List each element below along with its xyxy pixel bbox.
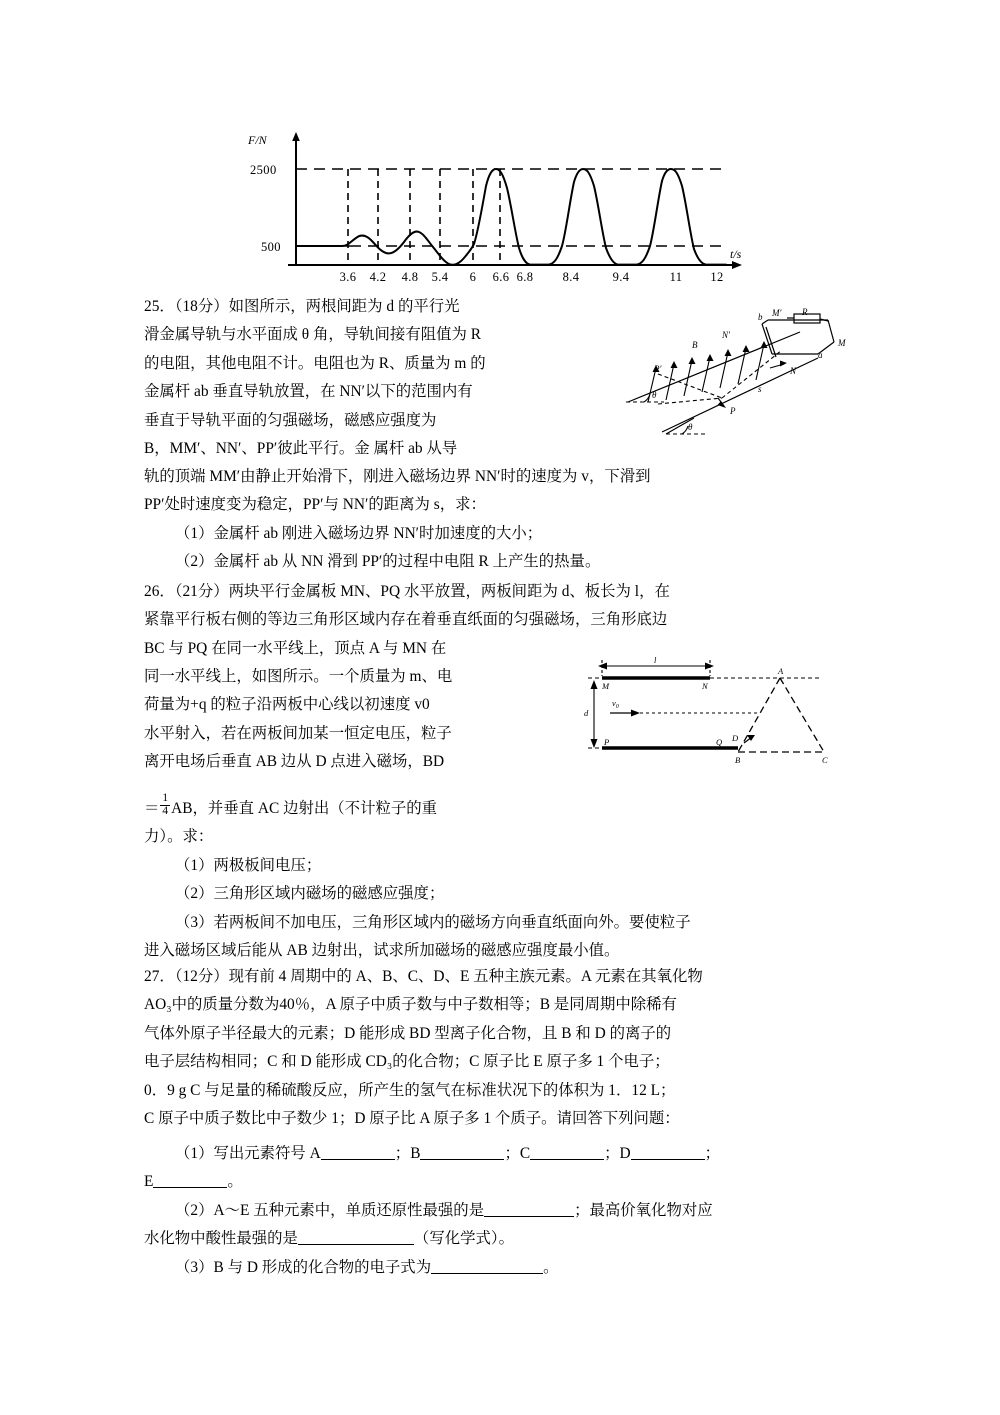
p26-sub-3: （3）若两板间不加电压，三角形区域内的磁场方向垂直纸面向外。要使粒子 xyxy=(175,913,691,931)
p27-line-3: 气体外原子半径最大的元素；D 能形成 BD 型离子化合物，且 B 和 D 的离子的 xyxy=(144,1024,672,1042)
q1-seg-b: ；B xyxy=(394,1145,421,1162)
problem-25-body xyxy=(144,293,614,463)
label-a: a xyxy=(818,350,823,360)
label-plate-p: P xyxy=(604,737,610,747)
label-distance-s: s xyxy=(758,384,762,394)
p26-line-2: 紧靠平行板右侧的等边三角形区域内存在着垂直纸面的匀强磁场，三角形底边 xyxy=(144,611,668,629)
label-point-b: B xyxy=(735,755,741,765)
line-pp-prime xyxy=(658,398,722,404)
label-theta-2: θ xyxy=(688,422,693,432)
p26-line-4: 同一水平线上，如图所示。一个质量为 m、电 xyxy=(144,668,453,685)
label-m: M xyxy=(838,338,846,348)
q1-prefix: （1）写出元素符号 A xyxy=(175,1145,321,1162)
xtick-6-6: 6.6 xyxy=(492,270,510,283)
problem-27-q3 xyxy=(144,1254,904,1282)
problem-27-q2 xyxy=(144,1197,924,1254)
p25-sub-1: （1）金属杆 ab 刚进入磁场边界 NN′时加速度的大小； xyxy=(175,524,543,542)
problem-26-body-mid xyxy=(144,663,574,777)
ytick-2500: 2500 xyxy=(250,163,277,177)
problem-26-fraction-line xyxy=(144,792,604,852)
plates-triangle-svg xyxy=(580,648,870,783)
q1-blank-e[interactable] xyxy=(153,1187,227,1188)
label-theta-1: θ xyxy=(652,390,657,400)
p26-fraction-row xyxy=(144,792,604,823)
velocity-arrow xyxy=(610,710,640,717)
y-axis-arrow xyxy=(292,132,300,141)
p27-line-1: 27．（12分）现有前 4 周期中的 A、B、C、D、E 五种主族元素。A 元素在其氧化物 xyxy=(144,968,703,985)
label-point-d: D xyxy=(732,733,739,743)
label-field-b: B xyxy=(692,340,698,350)
chart-curve xyxy=(296,169,726,265)
p26-line-3: BC 与 PQ 在同一水平线上，顶点 A 与 MN 在 xyxy=(144,639,447,657)
p25-line-2: 滑金属导轨与水平面成 θ 角，导轨间接有阻值为 R xyxy=(144,326,481,344)
label-mm-prime: M′ xyxy=(772,308,782,318)
q2-blank-2[interactable] xyxy=(298,1244,414,1245)
x-axis-arrow xyxy=(732,261,742,269)
label-b-corner: b xyxy=(758,312,763,322)
label-plate-q: Q xyxy=(716,737,723,747)
fraction-prefix: ＝ xyxy=(144,800,160,817)
figure-plates-triangle xyxy=(580,648,870,783)
xtick-12: 12 xyxy=(710,270,724,283)
p26-sub-2: （2）三角形区域内磁场的磁感应强度； xyxy=(175,885,445,903)
q1-line2-end: 。 xyxy=(227,1173,243,1191)
circuit-top-left xyxy=(762,320,768,324)
p26-line-5: 荷量为+q 的粒子沿两板中心线以初速度 v0 xyxy=(144,696,430,714)
fraction-numerator: 1 xyxy=(162,792,169,805)
p26-line-7: 离开电场后垂直 AB 边从 D 点进入磁场，BD xyxy=(144,753,445,771)
q2-prefix: （2）A～E 五种元素中，单质还原性最强的是 xyxy=(175,1202,485,1219)
q1-blank-c[interactable] xyxy=(530,1159,604,1160)
fraction-suffix: AB，并垂直 AC 边射出（不计粒子的重 xyxy=(171,800,438,817)
inclined-rails-svg xyxy=(622,302,884,462)
q2-line2-prefix: 水化物中酸性最强的是 xyxy=(144,1230,298,1248)
p25-line-8: PP′处时速度变为稳定，PP′与 NN′的距离为 s，求： xyxy=(144,496,486,514)
p25-line-4: 金属杆 ab 垂直导轨放置，在 NN′以下的范围内有 xyxy=(144,383,473,401)
xtick-3-6: 3.6 xyxy=(339,270,357,283)
q1-blank-d[interactable] xyxy=(631,1159,705,1160)
q1-e-label: E xyxy=(144,1173,154,1191)
problem-27-body xyxy=(144,963,864,1133)
q2-mid: ；最高价氧化物对应 xyxy=(574,1202,713,1219)
problem-26-subquestions xyxy=(144,852,864,966)
p25-line-7: 轨的顶端 MM′由静止开始滑下，刚进入磁场边界 NN′时的速度为 v，下滑到 xyxy=(144,468,651,485)
xtick-4-2: 4.2 xyxy=(369,270,387,283)
xtick-4-8: 4.8 xyxy=(401,270,419,283)
q1-blank-a[interactable] xyxy=(321,1159,395,1160)
p27-q1-line-2 xyxy=(144,1168,904,1196)
label-nn-prime: N′ xyxy=(722,330,730,340)
q2-blank-1[interactable] xyxy=(484,1216,574,1217)
label-vertex-a: A xyxy=(778,666,784,676)
q3-prefix: （3）B 与 D 形成的化合物的电子式为 xyxy=(175,1259,432,1276)
p27-q3-line xyxy=(144,1254,904,1282)
triangle-abc xyxy=(738,678,824,752)
p27-line-5: 0．9 g C 与足量的稀硫酸反应，所产生的氢气在标准状况下的体积为 1．12 L； xyxy=(144,1081,676,1099)
force-time-chart xyxy=(230,128,760,283)
label-plate-length: l xyxy=(654,655,657,665)
label-n: N xyxy=(790,366,797,376)
label-p: P xyxy=(730,406,736,416)
line-nn-prime xyxy=(722,350,782,398)
q3-blank[interactable] xyxy=(431,1273,543,1274)
field-arrows xyxy=(648,341,768,402)
p25-line-6: B，MM′、NN′、PP′彼此平行。金 属杆 ab 从导 xyxy=(144,440,458,458)
q1-seg-d: ；D xyxy=(604,1145,631,1162)
p27-line-2: AO₃中的质量分数为40％，A 原子中质子数与中子数相等；B 是同周期中除稀有 xyxy=(144,996,677,1014)
figure-inclined-rails xyxy=(622,302,884,462)
problem-27-q1 xyxy=(144,1140,904,1197)
p27-line-4: 电子层结构相同；C 和 D 能形成 CD₃的化合物；C 原子比 E 原子多 1 个电子； xyxy=(144,1053,670,1071)
xtick-9-4: 9.4 xyxy=(612,270,630,283)
xtick-6: 6 xyxy=(469,270,477,283)
xtick-11: 11 xyxy=(669,270,683,283)
chart-xlabel: t/s xyxy=(730,247,742,261)
q2-line2-end: （写化学式）。 xyxy=(413,1230,514,1248)
chart-ylabel: F/N xyxy=(248,133,267,147)
label-plate-n: N xyxy=(702,681,708,691)
label-plate-m: M xyxy=(602,681,610,691)
ytick-500: 500 xyxy=(261,240,281,254)
p26-line-1: 26．（21分）两块平行金属板 MN、PQ 水平放置，两板间距为 d、板长为 l，在 xyxy=(144,583,670,600)
p26-line-6: 水平射入，若在两板间加某一恒定电压，粒子 xyxy=(144,724,452,742)
p26-sub-1: （1）两极板间电压； xyxy=(175,857,322,874)
p27-line-6: C 原子中质子数比中子数少 1；D 原子比 A 原子多 1 个质子。请回答下列问题： xyxy=(144,1110,680,1128)
xtick-6-8: 6.8 xyxy=(516,270,534,283)
p27-q1-line-1 xyxy=(144,1140,904,1168)
p25-sub-2: （2）金属杆 ab 从 NN 滑到 PP′的过程中电阻 R 上产生的热量。 xyxy=(175,553,601,571)
p25-line-3: 的电阻，其他电阻不计。电阻也为 R、质量为 m 的 xyxy=(144,354,486,372)
dimension-d xyxy=(591,680,598,748)
q1-seg-c: ；C xyxy=(504,1145,531,1162)
q1-seg-end: ； xyxy=(704,1145,721,1162)
label-plate-gap: d xyxy=(584,708,589,718)
p26-last-line: 进入磁场区域后能从 AB 边射出，试求所加磁场的磁感应强度最小值。 xyxy=(144,942,620,960)
p25-line-1: 25．（18分）如图所示，两根间距为 d 的平行光 xyxy=(144,298,460,315)
chart-svg xyxy=(230,128,760,283)
fraction-denominator: 4 xyxy=(162,805,169,818)
problem-25-body-cont xyxy=(144,463,864,577)
label-pp-prime: P′ xyxy=(654,364,662,374)
q1-blank-b[interactable] xyxy=(420,1159,504,1160)
label-velocity: $v_0$ xyxy=(612,698,619,710)
p27-q2-line-1 xyxy=(144,1197,924,1225)
xtick-5-4: 5.4 xyxy=(431,270,449,283)
label-resistor-r: R xyxy=(802,307,808,317)
fraction-one-quarter xyxy=(160,793,170,818)
p26-line-force: 力）。求： xyxy=(144,828,214,846)
label-point-c: C xyxy=(822,755,828,765)
q3-end: 。 xyxy=(543,1259,559,1276)
p25-line-5: 垂直于导轨平面的匀强磁场，磁感应强度为 xyxy=(144,411,437,429)
xtick-8-4: 8.4 xyxy=(562,270,580,283)
circuit-right xyxy=(828,320,834,342)
p27-q2-line-2 xyxy=(144,1225,924,1253)
